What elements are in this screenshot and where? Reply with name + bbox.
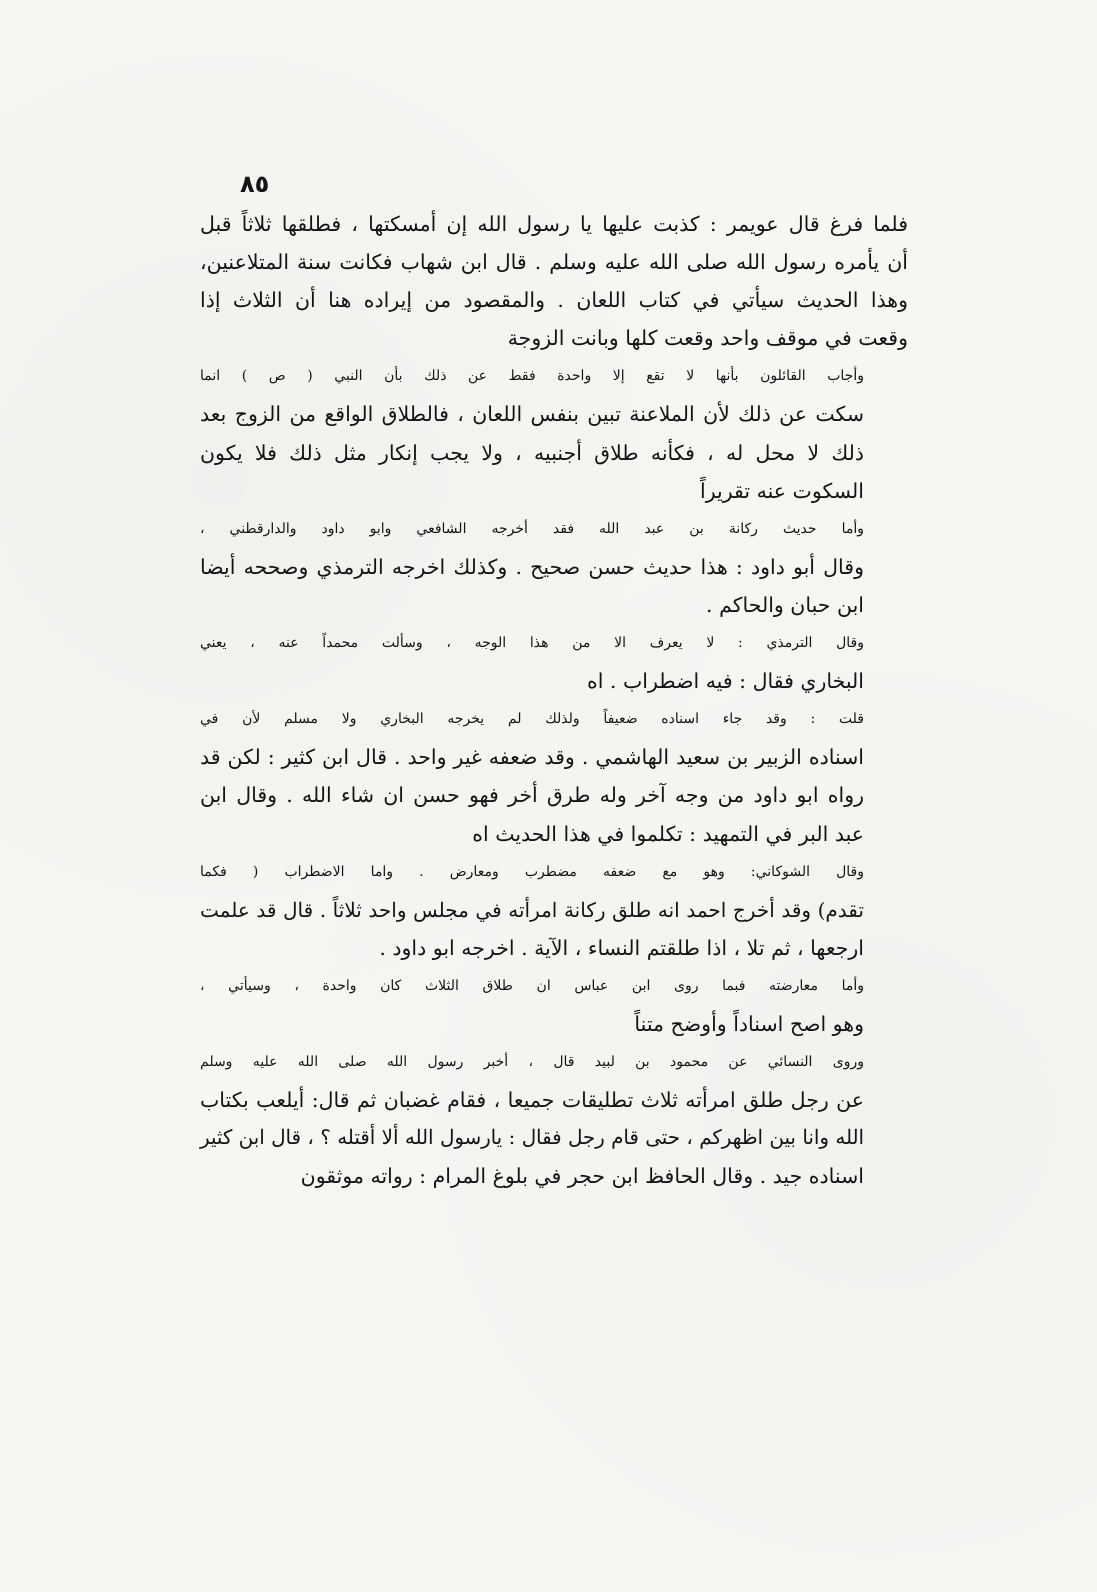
- text-line: البخاري فقال : فيه اضطراب . اه: [586, 669, 864, 694]
- text-line: وهذا الحديث سيأتي في كتاب اللعان . والمقصود من إيراده هنا أن الثلاث إذا: [200, 288, 908, 313]
- text-line: ذلك لا محل له ، فكأنه طلاق أجنبيه ، ولا يجب إنكار مثل ذلك فلا يكون: [200, 440, 864, 465]
- paragraph: [200, 510, 908, 624]
- text-line: الله وانا بين اظهركم ، حتى قام رجل فقال : يارسول الله ألا أقتله ؟ ، قال ابن كثير: [200, 1126, 864, 1150]
- text-line: عبد البر في التمهيد : تكلموا في هذا الحديث اه: [472, 821, 864, 846]
- text-line: ابن حبان والحاكم .: [706, 592, 864, 617]
- paragraph: [200, 700, 908, 852]
- text-line: وأما حديث ركانة بن عبد الله فقد أخرجه الشافعي وابو داود والدارقطني ،: [200, 520, 864, 537]
- text-line: وأجاب القائلون بأنها لا تقع إلا واحدة فقط عن ذلك بأن النبي ( ص ) انما: [200, 368, 864, 385]
- text-line: اسناده الزبير بن سعيد الهاشمي . وقد ضعفه غير واحد . قال ابن كثير : لكن قد: [200, 745, 864, 770]
- paragraph: [200, 357, 908, 509]
- text-line: سكت عن ذلك لأن الملاعنة تبين بنفس اللعان ، فالطلاق الواقع من الزوج بعد: [200, 402, 864, 427]
- paragraph: [200, 967, 908, 1043]
- text-line: عن رجل طلق امرأته ثلاث تطليقات جميعا ، فقام غضبان ثم قال: أيلعب بكتاب: [200, 1088, 864, 1113]
- paragraph: [200, 1043, 908, 1195]
- text-line: وأما معارضته فبما روى ابن عباس ان طلاق الثلاث كان واحدة ، وسيأتي ،: [200, 977, 864, 994]
- text-line: وقال الشوكاني: وهو مع ضعفه مضطرب ومعارض . واما الاضطراب ( فكما: [200, 863, 864, 880]
- text-line: قلت : وقد جاء اسناده ضعيفاً ولذلك لم يخرجه البخاري ولا مسلم لأن في: [200, 711, 864, 728]
- text-line: رواه ابو داود من وجه آخر وله طرق أخر فهو حسن ان شاء الله . وقال ابن: [200, 783, 864, 808]
- text-line: تقدم) وقد أخرج احمد انه طلق ركانة امرأته في مجلس واحد ثلاثاً . قال قد علمت: [200, 897, 864, 922]
- text-line: وروى النسائي عن محمود بن لبيد قال ، أخبر رسول الله صلى الله عليه وسلم: [200, 1054, 864, 1071]
- text-line: وقال أبو داود : هذا حديث حسن صحيح . وكذلك اخرجه الترمذي وصححه أيضا: [200, 554, 864, 579]
- body-text: [200, 205, 908, 1195]
- text-line: اسناده جيد . وقال الحافظ ابن حجر في بلوغ المرام : رواته موثقون: [300, 1164, 864, 1189]
- text-line: السكوت عنه تقريراً: [700, 478, 864, 503]
- paragraph: [200, 205, 908, 357]
- text-line: فلما فرغ قال عويمر : كذبت عليها يا رسول الله إن أمسكتها ، فطلقها ثلاثاً قبل: [200, 212, 908, 236]
- text-line: أن يأمره رسول الله صلى الله عليه وسلم . قال ابن شهاب فكانت سنة المتلاعنين،: [200, 250, 908, 275]
- page-number: ٨٥: [240, 170, 270, 198]
- text-line: وقعت في موقف واحد وقعت كلها وبانت الزوجة: [507, 326, 908, 351]
- paragraph: [200, 853, 908, 967]
- paragraph: [200, 624, 908, 700]
- text-line: ارجعها ، ثم تلا ، اذا طلقتم النساء ، الآية . اخرجه ابو داود .: [379, 935, 864, 960]
- text-line: وقال الترمذي : لا يعرف الا من هذا الوجه ، وسألت محمداً عنه ، يعني: [200, 635, 864, 652]
- text-line: وهو اصح اسناداً وأوضح متناً: [634, 1011, 864, 1036]
